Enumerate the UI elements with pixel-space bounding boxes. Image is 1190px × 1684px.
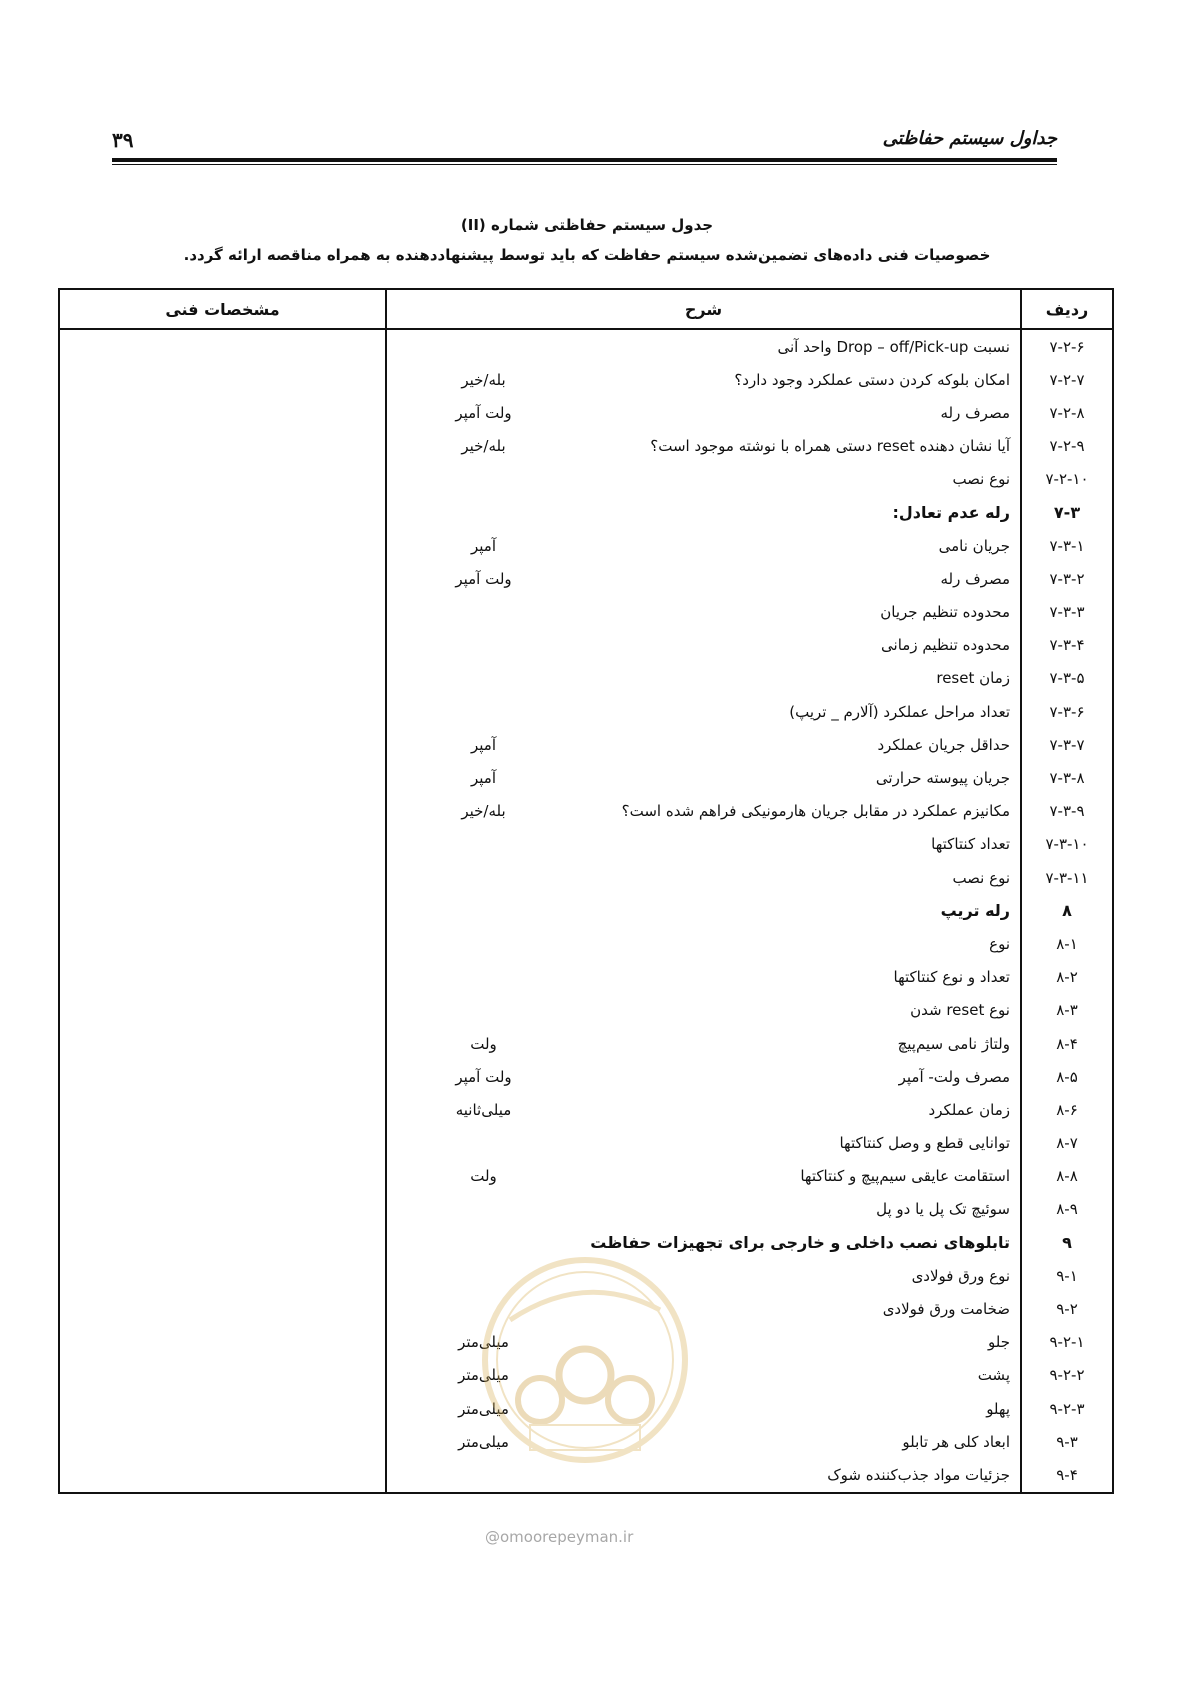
row-number: ۷-۳-۷: [1021, 728, 1113, 761]
row-technical-spec[interactable]: [59, 1060, 386, 1093]
table-row: [59, 463, 1113, 496]
row-number: ۸-۴: [1021, 1027, 1113, 1060]
row-number: ۹-۴: [1021, 1458, 1113, 1492]
row-number: ۹-۱: [1021, 1259, 1113, 1292]
row-description: جریان نامی: [938, 536, 1010, 555]
row-description: نسبت Drop – off/Pick-up واحد آنی: [777, 337, 1010, 356]
row-technical-spec[interactable]: [59, 1359, 386, 1392]
row-unit: [386, 927, 580, 960]
row-description: ابعاد کلی هر تابلو: [902, 1432, 1010, 1451]
row-unit: بله/خیر: [386, 795, 580, 828]
row-technical-spec[interactable]: [59, 629, 386, 662]
row-technical-spec[interactable]: [59, 463, 386, 496]
row-number: ۷-۳-۵: [1021, 662, 1113, 695]
row-description: توانایی قطع و وصل کنتاکتها: [839, 1134, 1010, 1153]
row-technical-spec[interactable]: [59, 596, 386, 629]
row-description: تعداد کنتاکتها: [931, 835, 1010, 854]
row-unit: میلی‌متر: [386, 1392, 580, 1425]
row-number: ۷-۳-۱۱: [1021, 861, 1113, 894]
row-technical-spec[interactable]: [59, 994, 386, 1027]
row-description: نوع: [989, 934, 1010, 953]
row-technical-spec[interactable]: [59, 1392, 386, 1425]
row-technical-spec[interactable]: [59, 728, 386, 761]
table-row: [59, 761, 1113, 794]
row-description: مصرف رله: [940, 569, 1010, 588]
row-unit: [386, 329, 580, 363]
table-row: [59, 496, 1113, 529]
row-unit: ولت آمپر: [386, 1060, 580, 1093]
row-technical-spec[interactable]: [59, 1127, 386, 1160]
row-technical-spec[interactable]: [59, 961, 386, 994]
row-description: استقامت عایقی سیم‌پیچ و کنتاکتها: [800, 1167, 1010, 1186]
table-row: [59, 1060, 1113, 1093]
row-technical-spec[interactable]: [59, 828, 386, 861]
row-description: تعداد و نوع کنتاکتها: [893, 968, 1010, 987]
row-unit: بله/خیر: [386, 363, 580, 396]
row-unit: [386, 861, 580, 894]
watermark-url: @omoorepeyman.ir: [485, 1528, 634, 1546]
row-number: ۸-۳: [1021, 994, 1113, 1027]
row-description: نوع نصب: [952, 470, 1010, 489]
row-unit: [386, 629, 580, 662]
row-number: ۷-۲-۷: [1021, 363, 1113, 396]
table-row: [59, 828, 1113, 861]
row-number: ۹-۳: [1021, 1425, 1113, 1458]
row-unit: ولت: [386, 1160, 580, 1193]
row-number: ۹-۲-۳: [1021, 1392, 1113, 1425]
row-technical-spec[interactable]: [59, 795, 386, 828]
row-unit: [386, 695, 580, 728]
page-number: ۳۹: [112, 128, 134, 152]
running-title: جداول سیستم حفاظتی: [882, 128, 1057, 149]
table-row: [59, 1160, 1113, 1193]
row-technical-spec[interactable]: [59, 1193, 386, 1226]
table-row: [59, 1127, 1113, 1160]
row-number: ۷-۲-۹: [1021, 430, 1113, 463]
table-row: [59, 329, 1113, 363]
row-description: محدوده تنظیم زمانی: [881, 636, 1010, 655]
row-technical-spec[interactable]: [59, 927, 386, 960]
row-technical-spec[interactable]: [59, 496, 386, 529]
row-technical-spec[interactable]: [59, 329, 386, 363]
watermark-logo-icon: [470, 1250, 700, 1470]
row-unit: ولت آمپر: [386, 562, 580, 595]
table-row: [59, 396, 1113, 429]
row-number: ۷-۲-۶: [1021, 329, 1113, 363]
row-description: امکان بلوکه کردن دستی عملکرد وجود دارد؟: [734, 370, 1010, 389]
row-description: مکانیزم عملکرد در مقابل جریان هارمونیکی فراهم شده است؟: [621, 802, 1010, 821]
row-description: حداقل جریان عملکرد: [877, 735, 1010, 754]
row-number: ۸: [1021, 894, 1113, 927]
row-number: ۸-۵: [1021, 1060, 1113, 1093]
row-description: تعداد مراحل عملکرد (آلارم _ تریپ): [789, 702, 1010, 721]
row-number: ۷-۳-۹: [1021, 795, 1113, 828]
header-technical-spec: مشخصات فنی: [59, 289, 386, 329]
row-technical-spec[interactable]: [59, 1292, 386, 1325]
row-description: آیا نشان دهنده reset دستی همراه با نوشته موجود است؟: [650, 437, 1010, 456]
table-header-row: [59, 289, 1113, 329]
table-row: [59, 695, 1113, 728]
row-unit: میلی‌ثانیه: [386, 1093, 580, 1126]
row-unit: [386, 828, 580, 861]
row-unit: [386, 463, 580, 496]
header-row-number: ردیف: [1021, 289, 1113, 329]
row-description: جلو: [988, 1333, 1010, 1352]
row-description: ضخامت ورق فولادی: [882, 1300, 1010, 1319]
row-number: ۸-۱: [1021, 927, 1113, 960]
row-description: زمان reset: [936, 669, 1010, 688]
row-number: ۹: [1021, 1226, 1113, 1259]
row-technical-spec[interactable]: [59, 562, 386, 595]
table-title: جدول سیستم حفاظتی شماره (II): [460, 216, 714, 234]
row-number: ۷-۳: [1021, 496, 1113, 529]
row-technical-spec[interactable]: [59, 894, 386, 927]
row-unit: [386, 662, 580, 695]
row-unit: ولت آمپر: [386, 396, 580, 429]
row-description: محدوده تنظیم جریان: [880, 603, 1010, 622]
row-number: ۷-۳-۴: [1021, 629, 1113, 662]
row-description: رله تریپ: [940, 901, 1010, 921]
row-technical-spec[interactable]: [59, 662, 386, 695]
row-technical-spec[interactable]: [59, 1027, 386, 1060]
row-technical-spec[interactable]: [59, 1425, 386, 1458]
row-unit: بله/خیر: [386, 430, 580, 463]
row-unit: ولت: [386, 1027, 580, 1060]
row-number: ۷-۳-۲: [1021, 562, 1113, 595]
row-number: ۸-۹: [1021, 1193, 1113, 1226]
row-number: ۸-۷: [1021, 1127, 1113, 1160]
table-titles: [60, 216, 1114, 264]
row-technical-spec[interactable]: [59, 396, 386, 429]
row-description: نوع ورق فولادی: [911, 1266, 1010, 1285]
row-technical-spec[interactable]: [59, 861, 386, 894]
header-rule: [112, 158, 1057, 162]
row-number: ۷-۲-۸: [1021, 396, 1113, 429]
table-row: [59, 596, 1113, 629]
table-row: [59, 662, 1113, 695]
row-technical-spec[interactable]: [59, 529, 386, 562]
row-description: زمان عملکرد: [928, 1100, 1010, 1119]
table-row: [59, 861, 1113, 894]
row-unit: آمپر: [386, 728, 580, 761]
row-number: ۸-۶: [1021, 1093, 1113, 1126]
row-description: پشت: [977, 1366, 1010, 1385]
row-unit: آمپر: [386, 529, 580, 562]
row-description: سوئیچ تک پل یا دو پل: [876, 1200, 1010, 1219]
table-row: [59, 927, 1113, 960]
row-number: ۸-۸: [1021, 1160, 1113, 1193]
table-row: [59, 562, 1113, 595]
row-description: تابلوهای نصب داخلی و خارجی برای تجهیزات حفاظت: [590, 1233, 1010, 1253]
row-technical-spec[interactable]: [59, 695, 386, 728]
row-description: نوع reset شدن: [910, 1001, 1010, 1020]
row-technical-spec[interactable]: [59, 1093, 386, 1126]
table-row: [59, 629, 1113, 662]
row-unit: میلی‌متر: [386, 1359, 580, 1392]
row-unit: [386, 994, 580, 1027]
table-row: [59, 363, 1113, 396]
table-row: [59, 795, 1113, 828]
row-description: جریان پیوسته حرارتی: [875, 769, 1010, 788]
row-description: مصرف ولت- آمپر: [898, 1067, 1010, 1086]
row-unit: [386, 1127, 580, 1160]
row-number: ۹-۲-۱: [1021, 1326, 1113, 1359]
row-description: جزئیات مواد جذب‌کننده شوک: [580, 1458, 1021, 1492]
row-unit: میلی‌متر: [386, 1425, 580, 1458]
row-number: ۸-۲: [1021, 961, 1113, 994]
row-unit: [386, 961, 580, 994]
table-row: [59, 430, 1113, 463]
row-description: رله عدم تعادل:: [892, 503, 1010, 523]
header-description: شرح: [386, 289, 1021, 329]
row-technical-spec[interactable]: [59, 1326, 386, 1359]
table-row: [59, 961, 1113, 994]
table-row: [59, 894, 1113, 927]
row-number: ۹-۲-۲: [1021, 1359, 1113, 1392]
row-unit: [386, 894, 580, 927]
table-row: [59, 1193, 1113, 1226]
row-unit: [386, 1193, 580, 1226]
table-row: [59, 1093, 1113, 1126]
row-description: ولتاژ نامی سیم‌پیچ: [897, 1034, 1010, 1053]
row-technical-spec[interactable]: [59, 1226, 386, 1259]
row-number: ۹-۲: [1021, 1292, 1113, 1325]
table-row: [59, 728, 1113, 761]
row-unit: آمپر: [386, 761, 580, 794]
row-description: نوع نصب: [952, 868, 1010, 887]
table-subtitle: خصوصیات فنی داده‌های تضمین‌شده سیستم حفاظت که باید توسط پیشنهاددهنده به همراه مناقصه ارائه گردد.: [183, 246, 991, 264]
row-technical-spec[interactable]: [59, 1458, 386, 1492]
header-rule-thin: [112, 164, 1057, 165]
row-description: مصرف رله: [940, 403, 1010, 422]
row-number: ۷-۳-۸: [1021, 761, 1113, 794]
row-technical-spec[interactable]: [59, 761, 386, 794]
row-technical-spec[interactable]: [59, 363, 386, 396]
table-row: [59, 529, 1113, 562]
row-number: ۷-۳-۱: [1021, 529, 1113, 562]
row-technical-spec[interactable]: [59, 1160, 386, 1193]
page-header: [112, 128, 1057, 162]
row-technical-spec[interactable]: [59, 430, 386, 463]
row-unit: [386, 496, 580, 529]
row-number: ۷-۳-۱۰: [1021, 828, 1113, 861]
row-unit: میلی‌متر: [386, 1326, 580, 1359]
row-technical-spec[interactable]: [59, 1259, 386, 1292]
row-number: ۷-۳-۶: [1021, 695, 1113, 728]
table-row: [59, 1027, 1113, 1060]
row-description: پهلو: [986, 1399, 1010, 1418]
row-unit: [386, 596, 580, 629]
table-row: [59, 994, 1113, 1027]
row-number: ۷-۲-۱۰: [1021, 463, 1113, 496]
row-number: ۷-۳-۳: [1021, 596, 1113, 629]
